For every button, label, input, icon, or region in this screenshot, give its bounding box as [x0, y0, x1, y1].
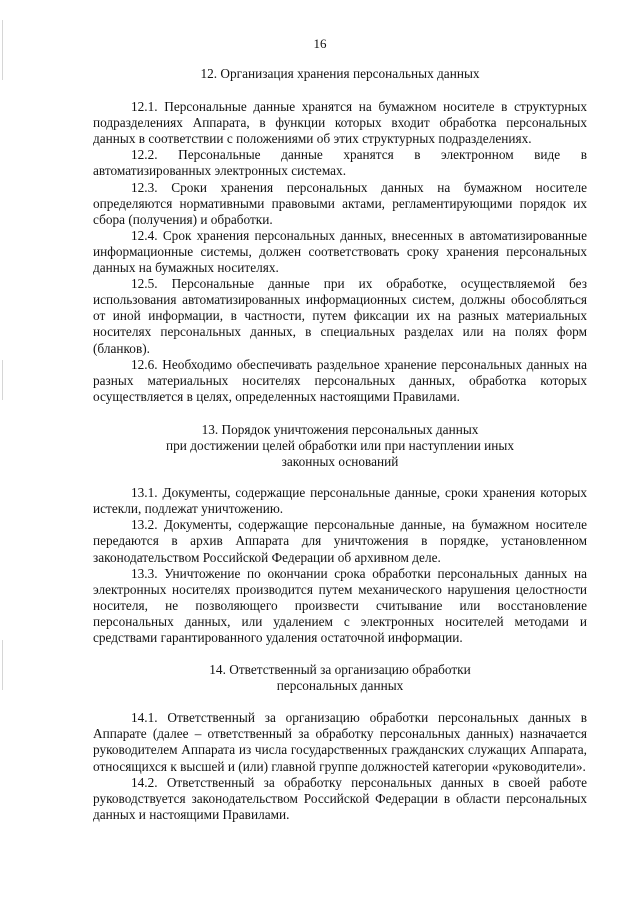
paragraph-12-5: 12.5. Персональные данные при их обработке, осуществляемой без использования автоматизированных информационных систем, должны обособляться от иной информации, в частности, путем фиксации их на разных материальных носителях персональных данных, в специальных разделах или на полях форм (бланков).: [93, 276, 587, 356]
section-title-line: 13. Порядок уничтожения персональных данных: [201, 421, 479, 437]
section-title-line: персональных данных: [276, 678, 404, 694]
paragraph-12-4: 12.4. Срок хранения персональных данных, внесенных в автоматизированные информационные системы, должен соответствовать сроку хранения персональных данных на бумажных носителях.: [93, 227, 587, 276]
paragraph-13-3: 13.3. Уничтожение по окончании срока обработки персональных данных на электронных носителях производится путем механического нарушения целостности носителя, не позволяющего произвести считывание или восстановление персональных данных, или удалением с электронных носителей методами и средствами гарантированного удаления остаточной информации.: [93, 565, 587, 645]
paragraph-12-6: 12.6. Необходимо обеспечивать раздельное хранение персональных данных на разных материальных носителях персональных данных, обработка которых осуществляется в целях, определенных настоящими Правилами.: [93, 356, 587, 404]
paragraph-12-2: 12.2. Персональные данные хранятся в электронном виде в автоматизированных электронных системах.: [93, 147, 587, 179]
section-12-title: [93, 66, 587, 82]
paragraph-14-2: 14.2. Ответственный за обработку персональных данных в своей работе руководствуется законодательством Российской Федерации в области персональных данных и настоящими Правилами.: [93, 774, 587, 822]
paragraph-13-1: 13.1. Документы, содержащие персональные данные, сроки хранения которых истекли, подлежат уничтожению.: [93, 485, 587, 517]
section-title-line: 12. Организация хранения персональных данных: [200, 66, 480, 81]
section-title-line: законных оснований: [281, 454, 399, 470]
paragraph-12-1: 12.1. Персональные данные хранятся на бумажном носителе в структурных подразделениях Аппарата, в функции которых входит обработка персональных данных в соответствии с положениями об этих структурных подразделениях.: [93, 99, 587, 147]
paragraph-14-1: 14.1. Ответственный за организацию обработки персональных данных в Аппарате (далее – ответственный за обработку персональных данных) назначается руководителем Аппарата из числа государственных гражданских служащих Аппарата, относящихся к высшей и (или) главной группе должностей категории «руководители».: [93, 710, 587, 774]
paragraph-13-2: 13.2. Документы, содержащие персональные данные, на бумажном носителе передаются в архив Аппарата для уничтожения в порядке, установленном законодательством Российской Федерации об архивном деле.: [93, 517, 587, 565]
scan-edge-mark: [2, 640, 3, 690]
page-number: 16: [313, 36, 327, 51]
scan-edge-mark: [2, 360, 3, 400]
paragraph-12-3: 12.3. Сроки хранения персональных данных на бумажном носителе определяются нормативными правовыми актами, регламентирующими порядок их сбора (получения) и обработки.: [93, 179, 587, 227]
section-14-title: [93, 662, 587, 694]
document-body: [93, 66, 587, 823]
section-13-title: [93, 422, 587, 470]
section-title-line: 14. Ответственный за организацию обработки: [209, 662, 471, 678]
section-title-line: при достижении целей обработки или при наступлении иных: [165, 437, 514, 453]
